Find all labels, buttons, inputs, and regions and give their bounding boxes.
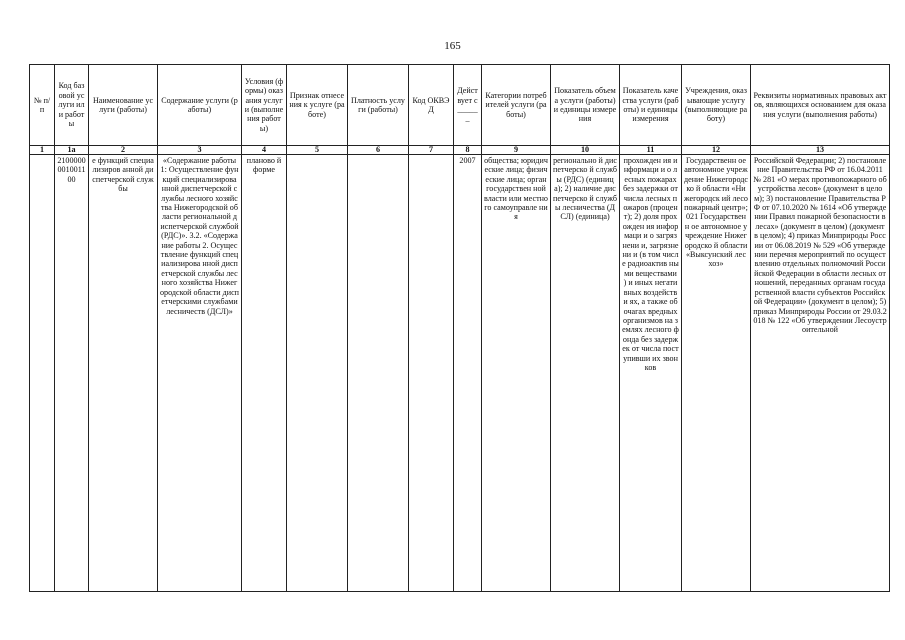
cell-effective-from: 2007	[454, 155, 482, 592]
page-number: 165	[444, 40, 461, 52]
header-cell: Код ОКВЭД	[409, 65, 454, 146]
cell-quality-indicator: прохожден ия информаци и о лесных пожарах без задержки от числа лесных пожаров (процент); 2) доля прохожден ия информаци и о загрязнени и, загрязнени и (в том числе радиоактив ными веществами ) и иных негативных воздействи ях, а также об очагах вредных организмов на землях лесного фонда без задержек от числа поступивши их звонков	[620, 155, 682, 592]
services-register-table	[29, 64, 890, 592]
header-cell: Признак отнесения к услуге (работе)	[287, 65, 348, 146]
cell-attribute	[287, 155, 348, 592]
header-cell: Категории потребителей услуги (работы)	[482, 65, 551, 146]
cell-volume-indicator: регионально й диспетчерско й службы (РДС) (единица); 2) наличие диспетчерско й службы лесничества (ДСЛ) (единица)	[551, 155, 620, 592]
cell-service-code: 21000000010011 00	[55, 155, 89, 592]
header-cell: Наименование услуги (работы)	[89, 65, 158, 146]
column-number: 7	[409, 146, 454, 155]
column-number: 3	[158, 146, 242, 155]
header-cell: Условия (формы) оказания услуги (выполнения работы)	[242, 65, 287, 146]
header-cell: Действует с ______	[454, 65, 482, 146]
column-number: 9	[482, 146, 551, 155]
column-number: 8	[454, 146, 482, 155]
column-number: 2	[89, 146, 158, 155]
header-cell: Код базовой услуги или работы	[55, 65, 89, 146]
header-cell: Платность услуги (работы)	[348, 65, 409, 146]
cell-institutions: Государственн ое автономное учреждение Нижегородско й области «Нижегородск ий лесопожарный центр»; 021 Государственн ое автономное учреждение Нижегородско й области «Выксунский лесхоз»	[682, 155, 751, 592]
column-number: 1а	[55, 146, 89, 155]
cell-conditions: планово й форме	[242, 155, 287, 592]
table-row	[30, 155, 890, 592]
cell-legal-acts: Российской Федерации; 2) постановление Правительства РФ от 16.04.2011 № 281 «О мерах противопожарного обустройства лесов» (документ в целом); 3) постановление Правительства РФ от 07.10.2020 № 1614 «Об утверждении Правил пожарной безопасности в лесах» (документ в целом) (документ в целом); 4) приказ Минприроды России от 06.08.2019 № 529 «Об утверждении перечня мероприятий по осуществлению отдельных полномочий Российской Федерации в области лесных отношений, переданных органам государственной власти субъектов Российской Федерации» (документ в целом); 5) приказ Минприроды России от 29.03.2018 № 122 «Об утверждении Лесоустроительной	[751, 155, 890, 592]
column-number: 4	[242, 146, 287, 155]
header-cell: № п/п	[30, 65, 55, 146]
cell-okved	[409, 155, 454, 592]
cell-payment	[348, 155, 409, 592]
header-cell: Показатель качества услуги (работы) и единицы измерения	[620, 65, 682, 146]
column-number: 5	[287, 146, 348, 155]
header-cell: Содержание услуги (работы)	[158, 65, 242, 146]
column-number: 1	[30, 146, 55, 155]
column-number: 12	[682, 146, 751, 155]
header-cell: Реквизиты нормативных правовых актов, являющихся основанием для оказания услуги (выполнения работы)	[751, 65, 890, 146]
column-number: 11	[620, 146, 682, 155]
cell-consumers: общества; юридические лица; физические лица; орган государствен ной власти или местного самоуправле ния	[482, 155, 551, 592]
column-number-row	[30, 146, 890, 155]
column-number: 6	[348, 146, 409, 155]
header-row	[30, 65, 890, 146]
column-number: 13	[751, 146, 890, 155]
header-cell: Показатель объема услуги (работы) и единицы измерения	[551, 65, 620, 146]
column-number: 10	[551, 146, 620, 155]
cell-index	[30, 155, 55, 592]
cell-service-content: «Содержание работы 1: Осуществление функций специализирова нной диспетчерской службы лесного хозяйства Нижегородской области региональной диспетчерской службой (РДС)». 3.2. «Содержание работы 2. Осуществление функций специализирова нной диспетчерской службы лесного хозяйства Нижегородской области диспетчерскими службами лесничеств (ДСЛ)»	[158, 155, 242, 592]
header-cell: Учреждения, оказывающие услугу (выполняющие работу)	[682, 65, 751, 146]
cell-service-name: е функций специализиров анной диспетчерской службы	[89, 155, 158, 592]
